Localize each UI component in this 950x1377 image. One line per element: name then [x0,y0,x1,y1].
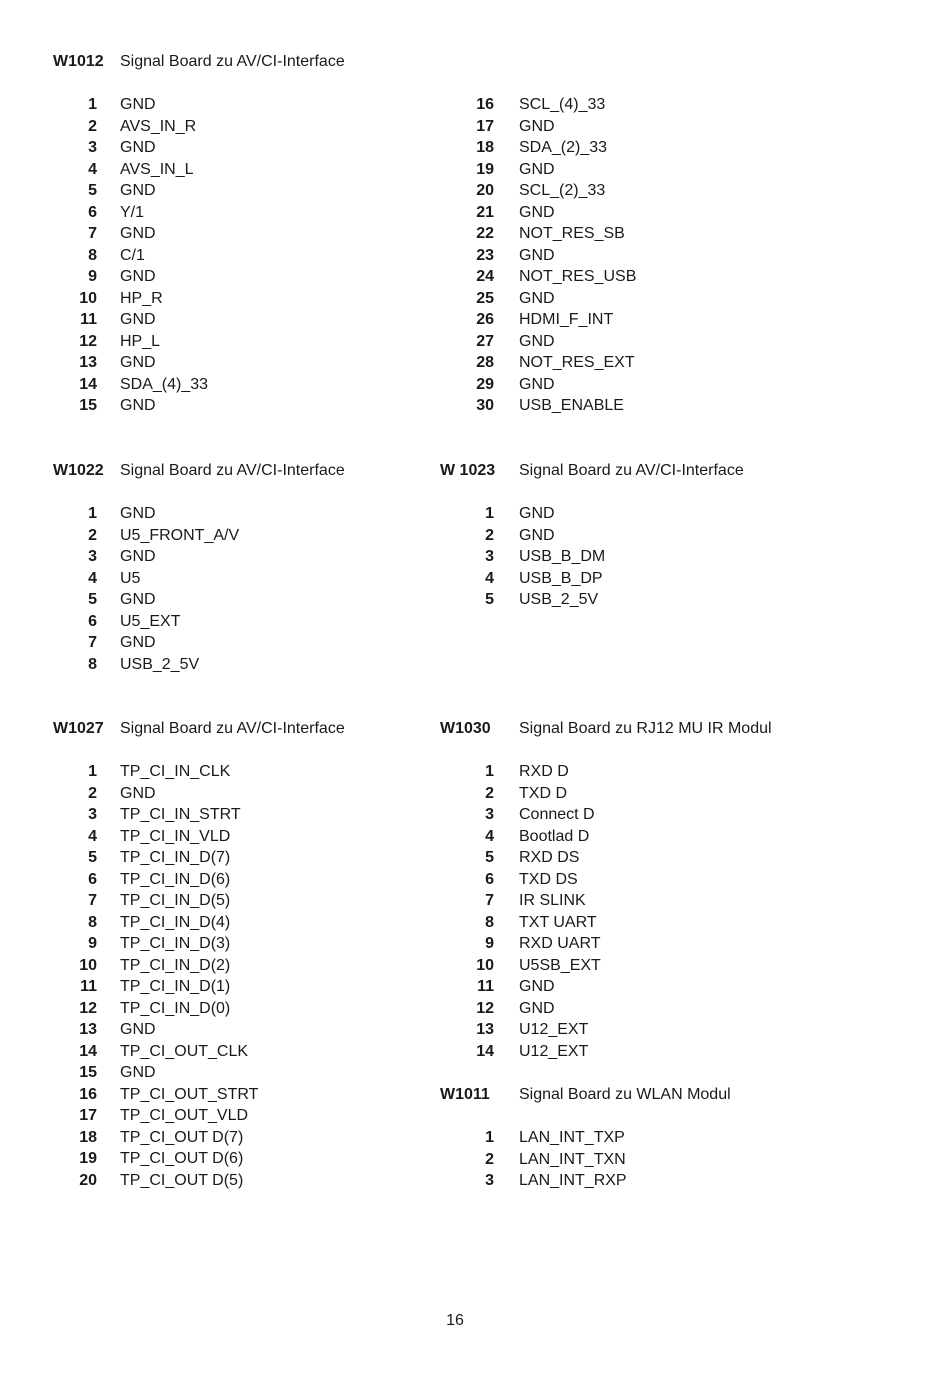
pin-signal: TP_CI_IN_D(7) [120,849,231,866]
pin-number: 17 [79,1107,97,1124]
pin-number: 8 [88,246,97,264]
pin-number: 6 [485,870,494,888]
pin-number: 19 [476,160,494,178]
pin-number: 5 [88,849,97,866]
pin-signal: GND [120,225,156,242]
pin-signal: TP_CI_IN_D(0) [120,999,231,1017]
pin-signal: AVS_IN_L [120,160,194,178]
pin-signal: TP_CI_IN_VLD [120,827,231,845]
pin-number: 12 [79,332,97,350]
pin-signal: USB_2_5V [120,655,200,673]
pin-signal: GND [519,332,555,350]
pin-signal: Connect D [519,806,595,823]
pin-signal: GND [120,397,156,414]
pin-signal: GND [120,139,156,156]
connector-description: Signal Board zu RJ12 MU IR Modul [519,720,772,737]
pin-number: 8 [88,655,97,673]
pin-signal: GND [120,548,156,565]
pin-signal: GND [519,999,555,1017]
pin-number: 6 [88,612,97,630]
pin-signal: USB_2_5V [519,591,599,608]
pin-number: 17 [476,117,494,135]
pin-signal: GND [120,96,156,113]
pin-signal: RXD DS [519,849,580,866]
pin-number: 3 [88,139,97,156]
pin-signal: GND [519,978,555,995]
pin-number: 19 [79,1150,97,1167]
pin-signal: GND [120,634,156,651]
pin-signal: TP_CI_IN_STRT [120,806,241,823]
pin-signal: TP_CI_IN_D(5) [120,892,231,909]
pin-number: 4 [485,827,494,845]
pin-number: 5 [88,182,97,199]
pin-signal: TP_CI_OUT D(6) [120,1150,244,1167]
pin-number: 13 [79,1021,97,1038]
pin-signal: SCL_(4)_33 [519,96,606,113]
connector-description: Signal Board zu AV/CI-Interface [120,720,345,737]
pin-number: 11 [80,311,97,328]
pin-number: 12 [79,999,97,1017]
pin-number: 9 [88,268,97,285]
pin-number: 6 [88,203,97,221]
pin-signal: U5_FRONT_A/V [120,526,240,544]
pin-number: 1 [485,763,494,780]
pin-number: 21 [476,203,494,221]
connector-description: Signal Board zu AV/CI-Interface [120,53,345,70]
pin-signal: TP_CI_IN_D(2) [120,956,231,974]
pin-signal: NOT_RES_USB [519,268,637,285]
pin-signal: GND [519,505,555,522]
pin-signal: TP_CI_OUT D(5) [120,1171,244,1189]
pin-signal: TXT UART [519,913,597,931]
pin-number: 2 [485,784,494,802]
pin-number: 20 [476,182,494,199]
pin-signal: U5 [120,569,141,587]
pin-signal: HP_R [120,289,163,307]
pin-signal: GND [519,289,555,307]
pin-signal: TP_CI_OUT D(7) [120,1128,244,1146]
pin-signal: TP_CI_IN_D(6) [120,870,231,888]
pin-number: 12 [476,999,494,1017]
pin-signal: GND [120,311,156,328]
pin-number: 9 [88,935,97,952]
connector-id: W1030 [440,720,491,737]
pin-number: 4 [88,569,97,587]
pin-number: 2 [88,117,97,135]
pin-number: 14 [476,1042,494,1060]
pin-number: 18 [79,1128,97,1146]
pin-number: 1 [485,1129,494,1146]
pin-signal: SCL_(2)_33 [519,182,606,199]
pin-number: 25 [476,289,494,307]
pin-number: 3 [485,548,494,565]
pin-signal: RXD D [519,763,569,780]
pin-signal: NOT_RES_EXT [519,354,635,371]
pin-number: 14 [79,375,97,393]
pin-signal: TP_CI_OUT_VLD [120,1107,249,1124]
pin-number: 15 [79,1064,97,1081]
pin-signal: USB_B_DM [519,548,606,565]
pin-number: 13 [79,354,97,371]
connector-id: W1022 [53,462,104,479]
pin-number: 2 [88,784,97,802]
connector-description: Signal Board zu AV/CI-Interface [120,462,345,479]
pin-number: 2 [485,526,494,544]
pin-number: 30 [476,397,494,414]
pin-number: 13 [476,1021,494,1038]
pin-signal: GND [120,591,156,608]
pin-number: 16 [79,1085,97,1103]
pin-number: 1 [485,505,494,522]
pin-signal: RXD UART [519,935,601,952]
pin-number: 5 [485,849,494,866]
pin-signal: U5SB_EXT [519,956,601,974]
pin-number: 14 [79,1042,97,1060]
pin-signal: GND [120,1064,156,1081]
pin-signal: TP_CI_IN_D(1) [120,978,231,995]
pin-number: 10 [79,289,97,307]
pin-signal: IR SLINK [519,892,586,909]
pin-signal: U12_EXT [519,1021,589,1038]
pin-number: 10 [476,956,494,974]
pin-signal: GND [120,505,156,522]
pin-signal: TXD DS [519,870,578,888]
pin-number: 18 [476,139,494,156]
pin-signal: GND [519,160,555,178]
pin-number: 8 [88,913,97,931]
pin-number: 8 [485,913,494,931]
pin-signal: HDMI_F_INT [519,311,614,328]
pin-number: 22 [476,225,494,242]
pin-number: 4 [88,160,97,178]
pin-signal: SDA_(4)_33 [120,375,209,393]
connector-id: W1011 [440,1086,490,1103]
pin-number: 5 [88,591,97,608]
pin-number: 6 [88,870,97,888]
connector-description: Signal Board zu AV/CI-Interface [519,462,744,479]
pin-number: 16 [476,96,494,113]
pin-signal: TP_CI_IN_D(3) [120,935,231,952]
pin-signal: U5_EXT [120,612,181,630]
pin-signal: TP_CI_IN_D(4) [120,913,231,931]
pin-number: 4 [485,569,494,587]
pin-number: 2 [88,526,97,544]
pin-number: 5 [485,591,494,608]
pin-number: 20 [79,1171,97,1189]
pin-signal: C/1 [120,246,145,264]
pin-number: 3 [88,806,97,823]
pin-number: 15 [79,397,97,414]
pin-signal: GND [519,526,555,544]
pin-signal: GND [519,375,555,393]
pin-signal: NOT_RES_SB [519,225,625,242]
pin-number: 9 [485,935,494,952]
pin-number: 7 [88,634,97,651]
pin-signal: GND [120,1021,156,1038]
pin-number: 10 [79,956,97,974]
pin-number: 7 [485,892,494,909]
pin-signal: GND [120,182,156,199]
pin-number: 1 [88,96,97,113]
connector-id: W 1023 [440,462,496,479]
pin-number: 11 [477,978,494,995]
connector-description: Signal Board zu WLAN Modul [519,1086,731,1103]
pin-signal: GND [120,354,156,371]
pin-number: 29 [476,375,494,393]
pin-number: 27 [476,332,494,350]
pin-number: 24 [476,268,494,285]
pin-number: 4 [88,827,97,845]
pin-signal: LAN_INT_RXP [519,1172,627,1189]
pin-number: 2 [485,1150,494,1168]
pin-number: 26 [476,311,494,328]
pin-signal: GND [120,268,156,285]
pin-number: 28 [476,354,494,371]
pin-signal: GND [519,117,555,135]
pin-signal: HP_L [120,332,161,350]
pin-signal: U12_EXT [519,1042,589,1060]
pin-number: 1 [88,763,97,780]
pin-number: 11 [80,978,97,995]
pin-number: 1 [88,505,97,522]
pin-signal: GND [519,203,555,221]
pin-number: 7 [88,225,97,242]
pin-signal: LAN_INT_TXN [519,1150,626,1168]
pin-number: 3 [485,806,494,823]
pin-signal: LAN_INT_TXP [519,1129,625,1146]
pin-signal: Y/1 [120,203,145,221]
pin-signal: TP_CI_IN_CLK [120,763,231,780]
pin-signal: USB_ENABLE [519,397,624,414]
pin-signal: Bootlad D [519,827,590,845]
pin-signal: TP_CI_OUT_CLK [120,1042,249,1060]
pin-number: 3 [88,548,97,565]
pin-number: 23 [476,246,494,264]
pin-number: 7 [88,892,97,909]
pin-signal: USB_B_DP [519,569,603,587]
connector-id: W1012 [53,53,104,70]
pin-signal: TP_CI_OUT_STRT [120,1085,259,1103]
pin-signal: SDA_(2)_33 [519,139,608,156]
connector-id: W1027 [53,720,104,737]
pin-signal: AVS_IN_R [120,117,197,135]
pin-signal: GND [519,246,555,264]
pin-signal: TXD D [519,784,567,802]
pin-signal: GND [120,784,156,802]
page-number: 16 [446,1312,464,1329]
pin-number: 3 [485,1172,494,1189]
